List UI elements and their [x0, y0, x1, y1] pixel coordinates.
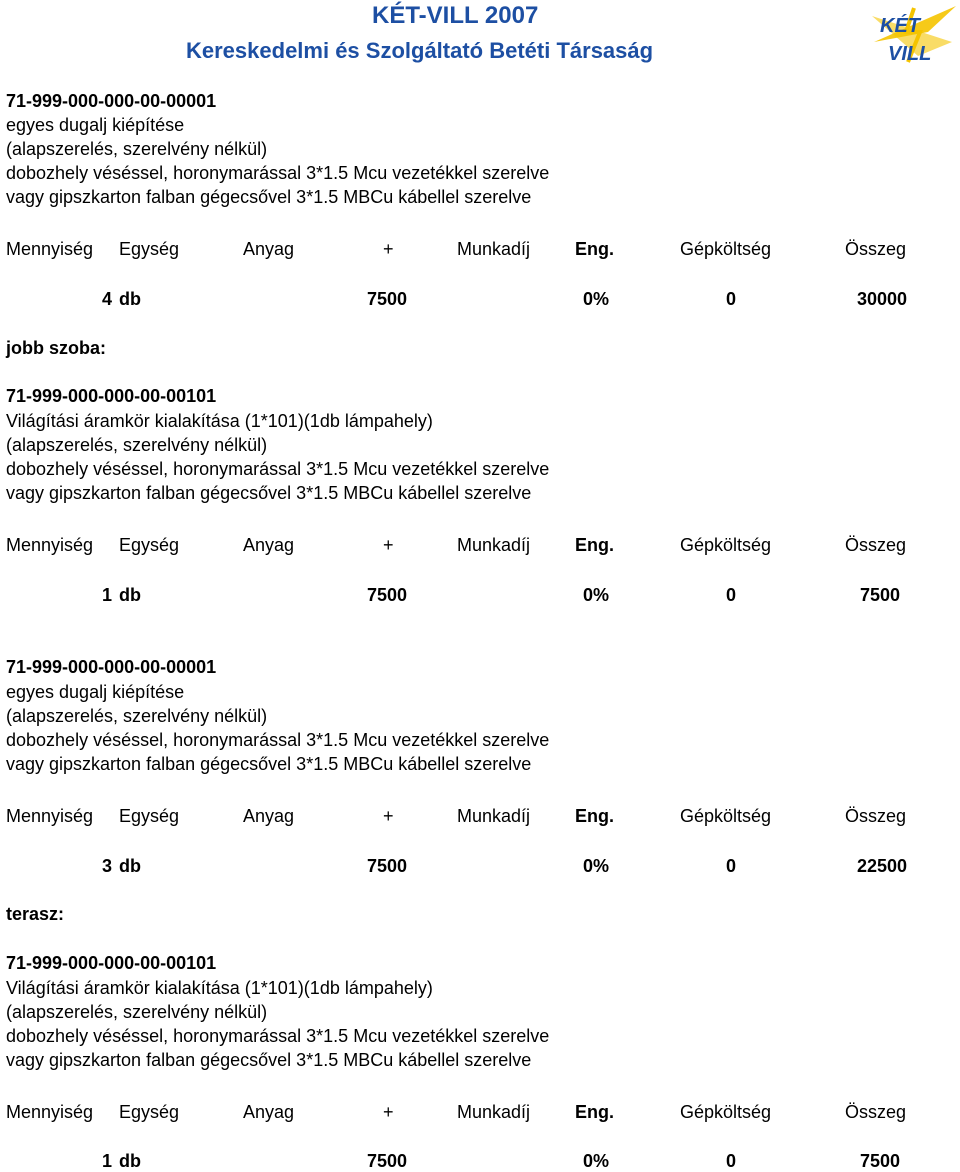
company-logo [868, 2, 958, 68]
col-total: Összeg [845, 239, 907, 259]
material-value: 7500 [366, 585, 407, 605]
item-description: Világítási áramkör kialakítása (1*101)(1db lámpahely) [6, 411, 433, 431]
item-code: 71-999-000-000-00-00001 [6, 657, 217, 677]
item-method: dobozhely véséssel, horonymarással 3*1.5 Mcu vezetékkel szerelve [6, 163, 550, 183]
logo-text-vill: VILL [888, 43, 932, 65]
machine-value: 0 [725, 585, 736, 605]
col-plus: + [383, 535, 394, 555]
col-machine: Gépköltség [680, 806, 772, 826]
unit-value: db [119, 1151, 141, 1171]
unit-value: db [119, 289, 141, 309]
qty-value: 3 [101, 856, 112, 876]
col-labor: Munkadíj [457, 239, 531, 259]
qty-value: 1 [101, 585, 112, 605]
col-plus: + [383, 239, 394, 259]
col-machine: Gépköltség [680, 1102, 772, 1122]
col-total: Összeg [845, 1102, 907, 1122]
section-label: terasz: [6, 904, 65, 924]
material-value: 7500 [366, 1151, 407, 1171]
col-labor: Munkadíj [457, 535, 531, 555]
material-value: 7500 [366, 856, 407, 876]
item-method: dobozhely véséssel, horonymarással 3*1.5 Mcu vezetékkel szerelve [6, 1026, 550, 1046]
material-value: 7500 [366, 289, 407, 309]
machine-value: 0 [725, 289, 736, 309]
col-unit: Egység [119, 1102, 180, 1122]
item-description: egyes dugalj kiépítése [6, 682, 185, 702]
total-value: 22500 [856, 856, 907, 876]
col-unit: Egység [119, 535, 180, 555]
unit-value: db [119, 585, 141, 605]
col-quantity: Mennyiség [6, 806, 94, 826]
discount-value: 0% [582, 585, 609, 605]
item-description: Világítási áramkör kialakítása (1*101)(1db lámpahely) [6, 978, 433, 998]
item-note: (alapszerelés, szerelvény nélkül) [6, 435, 268, 455]
item-code: 71-999-000-000-00-00101 [6, 953, 217, 973]
discount-value: 0% [582, 1151, 609, 1171]
col-discount: Eng. [575, 239, 614, 259]
item-method: dobozhely véséssel, horonymarással 3*1.5 Mcu vezetékkel szerelve [6, 459, 550, 479]
qty-value: 4 [101, 289, 112, 309]
item-description: egyes dugalj kiépítése [6, 115, 185, 135]
col-plus: + [383, 806, 394, 826]
item-method-alt: vagy gipszkarton falban gégecsővel 3*1.5 MBCu kábellel szerelve [6, 483, 532, 503]
item-method-alt: vagy gipszkarton falban gégecsővel 3*1.5 MBCu kábellel szerelve [6, 1050, 532, 1070]
col-plus: + [383, 1102, 394, 1122]
section-label: jobb szoba: [6, 338, 106, 358]
discount-value: 0% [582, 856, 609, 876]
item-note: (alapszerelés, szerelvény nélkül) [6, 706, 268, 726]
unit-value: db [119, 856, 141, 876]
col-material: Anyag [243, 1102, 295, 1122]
item-method-alt: vagy gipszkarton falban gégecsővel 3*1.5 MBCu kábellel szerelve [6, 754, 532, 774]
col-unit: Egység [119, 806, 180, 826]
item-method-alt: vagy gipszkarton falban gégecsővel 3*1.5 MBCu kábellel szerelve [6, 187, 532, 207]
col-quantity: Mennyiség [6, 535, 94, 555]
col-total: Összeg [845, 806, 907, 826]
col-discount: Eng. [575, 806, 614, 826]
col-material: Anyag [243, 806, 295, 826]
item-code: 71-999-000-000-00-00101 [6, 386, 217, 406]
col-labor: Munkadíj [457, 1102, 531, 1122]
machine-value: 0 [725, 856, 736, 876]
col-machine: Gépköltség [680, 535, 772, 555]
col-machine: Gépköltség [680, 239, 772, 259]
col-quantity: Mennyiség [6, 1102, 94, 1122]
company-subtitle: Kereskedelmi és Szolgáltató Betéti Társaság [186, 38, 654, 63]
item-method: dobozhely véséssel, horonymarással 3*1.5 Mcu vezetékkel szerelve [6, 730, 550, 750]
col-labor: Munkadíj [457, 806, 531, 826]
col-material: Anyag [243, 239, 295, 259]
discount-value: 0% [582, 289, 609, 309]
col-total: Összeg [845, 535, 907, 555]
col-discount: Eng. [575, 535, 614, 555]
total-value: 30000 [856, 289, 907, 309]
col-quantity: Mennyiség [6, 239, 94, 259]
qty-value: 1 [101, 1151, 112, 1171]
company-title: KÉT-VILL 2007 [372, 2, 539, 29]
total-value: 7500 [859, 1151, 900, 1171]
logo-text-ket: KÉT [880, 15, 920, 37]
item-note: (alapszerelés, szerelvény nélkül) [6, 139, 268, 159]
machine-value: 0 [725, 1151, 736, 1171]
col-material: Anyag [243, 535, 295, 555]
col-discount: Eng. [575, 1102, 614, 1122]
item-note: (alapszerelés, szerelvény nélkül) [6, 1002, 268, 1022]
total-value: 7500 [859, 585, 900, 605]
item-code: 71-999-000-000-00-00001 [6, 91, 217, 111]
col-unit: Egység [119, 239, 180, 259]
